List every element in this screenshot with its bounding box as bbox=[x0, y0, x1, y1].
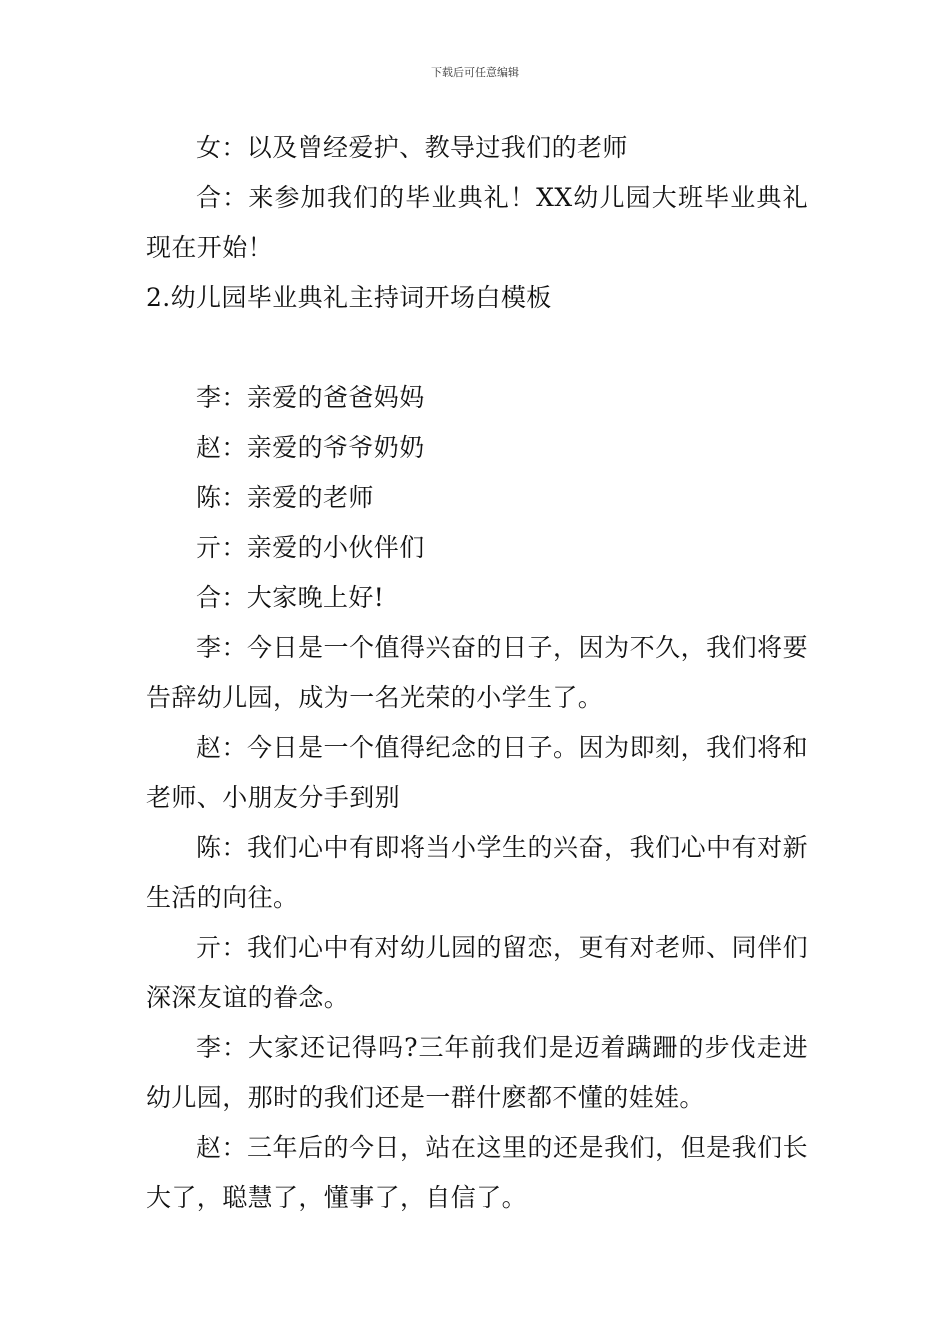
dialogue-line: 赵：亲爱的爷爷奶奶 bbox=[196, 433, 425, 462]
dialogue-line: 陈：亲爱的老师 bbox=[196, 483, 374, 512]
dialogue-line: 李：今日是一个值得兴奋的日子，因为不久，我们将要告辞幼儿园，成为一名光荣的小学生了。 bbox=[146, 633, 808, 712]
dialogue-line: 赵：今日是一个值得纪念的日子。因为即刻，我们将和老师、小朋友分手到别 bbox=[146, 733, 808, 812]
page-header: 下载后可任意编辑 bbox=[431, 66, 519, 79]
document-body bbox=[146, 123, 808, 1223]
dialogue-line: 李：亲爱的爸爸妈妈 bbox=[196, 383, 425, 412]
dialogue-line: 陈：我们心中有即将当小学生的兴奋，我们心中有对新生活的向往。 bbox=[146, 833, 808, 912]
paragraph: 女：以及曾经爱护、教导过我们的老师 bbox=[196, 133, 628, 162]
dialogue-line: 亓：我们心中有对幼儿园的留恋，更有对老师、同伴们深深友谊的眷念。 bbox=[146, 933, 808, 1012]
dialogue-line: 合：大家晚上好! bbox=[196, 583, 385, 612]
dialogue-line: 李：大家还记得吗?三年前我们是迈着蹒跚的步伐走进幼儿园，那时的我们还是一群什麽都不懂的娃娃。 bbox=[146, 1033, 808, 1112]
dialogue-line: 赵：三年后的今日，站在这里的还是我们，但是我们长大了，聪慧了，懂事了，自信了。 bbox=[146, 1133, 808, 1212]
dialogue-line: 亓：亲爱的小伙伴们 bbox=[196, 533, 425, 562]
section-title: 2.幼儿园毕业典礼主持词开场白模板 bbox=[146, 283, 552, 312]
paragraph: 合：来参加我们的毕业典礼！XX幼儿园大班毕业典礼现在开始！ bbox=[146, 183, 808, 262]
